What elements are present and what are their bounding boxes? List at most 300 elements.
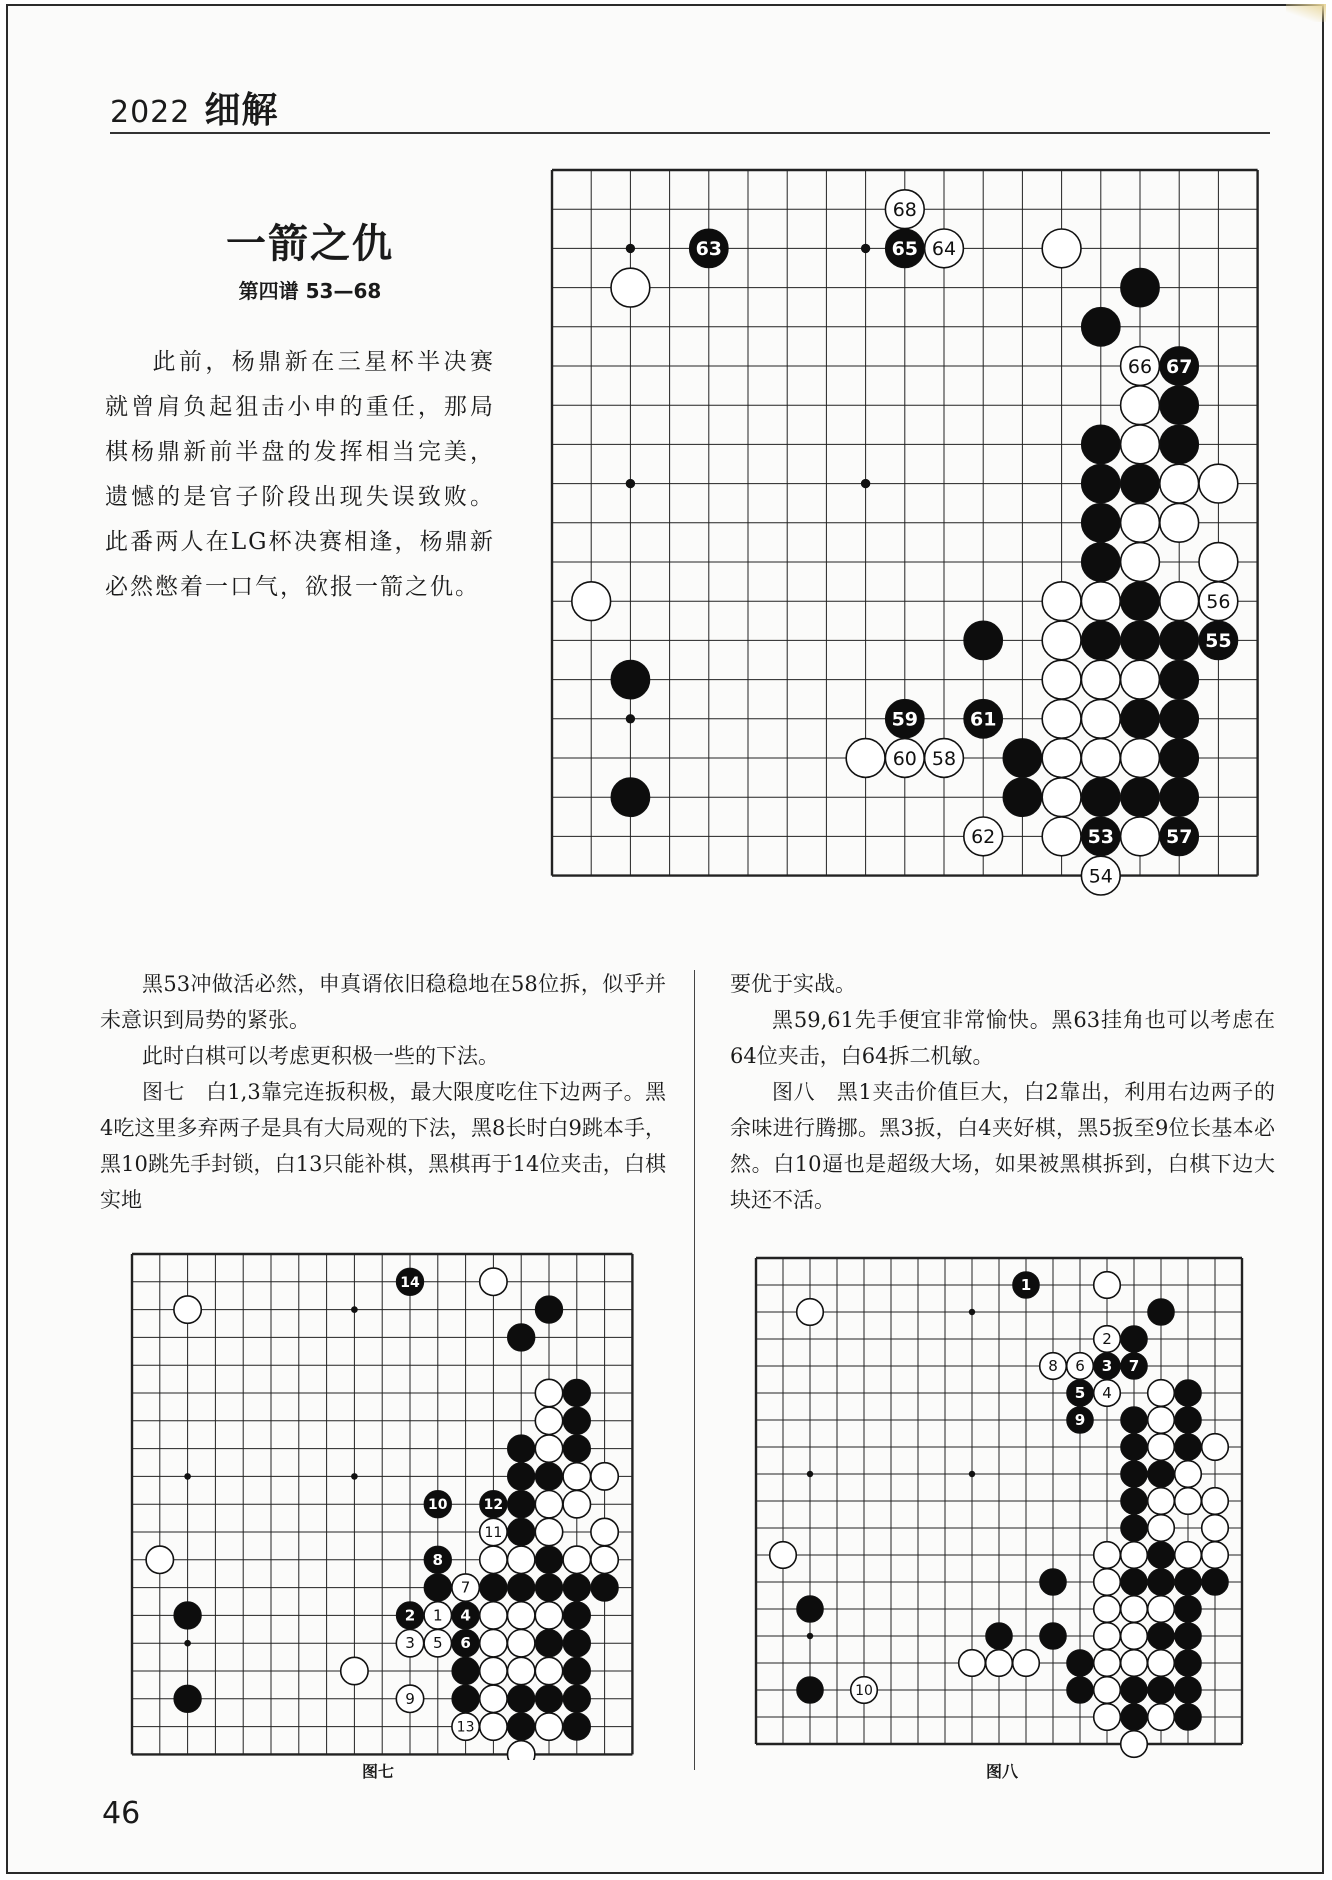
stone-disc [1148, 1407, 1175, 1434]
stone-disc [1081, 543, 1120, 582]
white-stone [1121, 1623, 1148, 1650]
black-stone [1175, 1623, 1202, 1650]
move-number: 5 [1074, 1384, 1086, 1403]
stone-disc [770, 1542, 797, 1569]
white-stone [396, 1685, 423, 1712]
black-stone [689, 229, 728, 268]
stone-disc [563, 1685, 590, 1712]
stone-disc [1160, 582, 1199, 621]
move-number: 13 [456, 1719, 475, 1736]
stone-disc [480, 1602, 507, 1629]
black-stone [1175, 1677, 1202, 1704]
stone-disc [1042, 621, 1081, 660]
black-stone [1121, 621, 1160, 660]
stone-disc [1081, 582, 1120, 621]
black-stone [1199, 621, 1238, 660]
black-stone [964, 621, 1003, 660]
stone-disc [508, 1463, 535, 1490]
stone-disc [535, 1435, 562, 1462]
black-stone [1121, 699, 1160, 738]
black-stone [1160, 778, 1199, 817]
stone-disc [797, 1677, 824, 1704]
article-subtitle: 第四谱 53—68 [238, 279, 382, 303]
stone-disc [508, 1713, 535, 1740]
stone-disc [508, 1546, 535, 1573]
header-year: 2022 [110, 95, 191, 130]
black-stone [174, 1685, 201, 1712]
white-stone [1042, 229, 1081, 268]
stone-disc [1081, 660, 1120, 699]
stone-disc [563, 1657, 590, 1684]
black-stone [1121, 1326, 1148, 1353]
stone-disc [1160, 699, 1199, 738]
white-stone [1042, 660, 1081, 699]
white-stone [1148, 1704, 1175, 1731]
white-stone [925, 739, 964, 778]
stone-disc [174, 1296, 201, 1323]
black-stone [508, 1685, 535, 1712]
black-stone [964, 699, 1003, 738]
black-stone [885, 699, 924, 738]
stone-disc [1094, 1623, 1121, 1650]
move-number: 10 [428, 1497, 448, 1514]
black-stone [1121, 1407, 1148, 1434]
move-number: 61 [969, 708, 997, 731]
stone-disc [563, 1463, 590, 1490]
stone-disc [1175, 1542, 1202, 1569]
black-stone [1121, 1677, 1148, 1704]
white-stone [591, 1518, 618, 1545]
stone-disc [174, 1602, 201, 1629]
black-stone [1121, 778, 1160, 817]
stone-disc [1081, 425, 1120, 464]
stone-disc [797, 1299, 824, 1326]
stone-disc [1067, 1677, 1094, 1704]
black-stone [1121, 268, 1160, 307]
black-stone [452, 1602, 479, 1629]
black-stone [480, 1574, 507, 1601]
white-stone [1042, 699, 1081, 738]
stone-disc [1202, 1515, 1229, 1542]
black-stone [986, 1623, 1013, 1650]
white-stone [1081, 582, 1120, 621]
white-stone [535, 1713, 562, 1740]
black-stone [1081, 425, 1120, 464]
stone-disc [1148, 1596, 1175, 1623]
stone-disc [1094, 1569, 1121, 1596]
stone-disc [480, 1546, 507, 1573]
white-stone [480, 1546, 507, 1573]
white-stone [1199, 464, 1238, 503]
white-stone [535, 1602, 562, 1629]
black-stone [1013, 1272, 1040, 1299]
white-stone [1121, 425, 1160, 464]
stone-disc [1121, 621, 1160, 660]
white-stone [341, 1657, 368, 1684]
move-number: 53 [1087, 826, 1115, 849]
black-stone [1160, 386, 1199, 425]
white-stone [1121, 386, 1160, 425]
hoshi-point [626, 714, 635, 723]
white-stone [1081, 660, 1120, 699]
white-stone [1081, 699, 1120, 738]
stone-disc [1121, 1650, 1148, 1677]
stone-disc [535, 1685, 562, 1712]
white-stone [1121, 543, 1160, 582]
right-para-2: 图八 黑1夹击价值巨大，白2靠出，利用右边两子的余味进行腾挪。黑3扳，白4夹好棋，黑5扳至9位长基本必然。白10逼也是超级大场，如果被黑棋拆到，白棋下边大块还不活。 [730, 1080, 1275, 1212]
move-number: 3 [405, 1634, 415, 1653]
white-stone [851, 1677, 878, 1704]
white-stone [480, 1685, 507, 1712]
black-stone [1121, 1488, 1148, 1515]
black-stone [508, 1435, 535, 1462]
white-stone [1094, 1677, 1121, 1704]
white-stone [1148, 1488, 1175, 1515]
stone-disc [174, 1685, 201, 1712]
stone-disc [1042, 582, 1081, 621]
stone-disc [572, 582, 611, 621]
hoshi-point [351, 1306, 358, 1313]
black-stone [1003, 778, 1042, 817]
white-stone [535, 1407, 562, 1434]
stone-disc [1121, 1623, 1148, 1650]
white-stone [797, 1299, 824, 1326]
black-stone [1148, 1623, 1175, 1650]
black-stone [1081, 503, 1120, 542]
black-stone [563, 1407, 590, 1434]
black-stone [424, 1574, 451, 1601]
white-stone [396, 1630, 423, 1657]
stone-disc [1013, 1650, 1040, 1677]
white-stone [1121, 1650, 1148, 1677]
stone-disc [535, 1602, 562, 1629]
white-stone [563, 1463, 590, 1490]
black-stone [1121, 1461, 1148, 1488]
stone-disc [508, 1685, 535, 1712]
black-stone [1160, 739, 1199, 778]
move-number: 59 [891, 708, 919, 731]
move-number: 62 [971, 826, 996, 849]
stone-disc [1121, 1677, 1148, 1704]
white-stone [1121, 1596, 1148, 1623]
stone-disc [797, 1596, 824, 1623]
stone-disc [1148, 1650, 1175, 1677]
intro-text: 此前，杨鼎新在三星杯半决赛就曾肩负起狙击小申的重任，那局棋杨鼎新前半盘的发挥相当完美，遗憾的是官子阶段出现失误致败。此番两人在LG杯决赛相逢，杨鼎新必然憋着一口气，欲报一箭之仇。 [105, 349, 495, 600]
move-number: 9 [1074, 1411, 1086, 1430]
black-stone [1160, 425, 1199, 464]
white-stone [1081, 856, 1120, 895]
black-stone [1121, 464, 1160, 503]
stone-disc [1160, 425, 1199, 464]
move-number: 7 [1128, 1357, 1140, 1376]
stone-disc [508, 1518, 535, 1545]
move-number: 58 [931, 747, 957, 770]
stone-disc [1121, 1542, 1148, 1569]
stone-disc [1202, 1569, 1229, 1596]
stone-disc [146, 1546, 173, 1573]
black-stone [1148, 1299, 1175, 1326]
stone-disc [563, 1407, 590, 1434]
black-stone [1148, 1677, 1175, 1704]
white-stone [770, 1542, 797, 1569]
stone-disc [1121, 1407, 1148, 1434]
stone-disc [563, 1574, 590, 1601]
white-stone [1042, 778, 1081, 817]
black-stone [535, 1630, 562, 1657]
black-stone [508, 1713, 535, 1740]
white-stone [480, 1518, 507, 1545]
black-stone [611, 778, 650, 817]
stone-disc [1121, 1596, 1148, 1623]
stone-disc [1160, 778, 1199, 817]
white-stone [1094, 1380, 1121, 1407]
stone-disc [1175, 1569, 1202, 1596]
hoshi-point [807, 1471, 813, 1477]
white-stone [591, 1463, 618, 1490]
stone-disc [1121, 386, 1160, 425]
black-stone [535, 1463, 562, 1490]
paper-stain [1286, 4, 1326, 22]
white-stone [508, 1657, 535, 1684]
stone-disc [1148, 1569, 1175, 1596]
white-stone [1202, 1488, 1229, 1515]
stone-disc [1042, 739, 1081, 778]
black-stone [535, 1546, 562, 1573]
white-stone [480, 1713, 507, 1740]
stone-disc [1160, 739, 1199, 778]
stone-disc [1081, 307, 1120, 346]
stone-disc [1121, 1731, 1148, 1758]
stone-disc [1175, 1650, 1202, 1677]
stone-disc [1148, 1299, 1175, 1326]
stone-disc [535, 1630, 562, 1657]
stone-disc [1094, 1542, 1121, 1569]
hoshi-point [184, 1473, 191, 1480]
black-stone [1040, 1569, 1067, 1596]
stone-disc [480, 1268, 507, 1295]
stone-disc [508, 1324, 535, 1351]
black-stone [1175, 1434, 1202, 1461]
stone-disc [1081, 699, 1120, 738]
stone-disc [535, 1657, 562, 1684]
header-rule [110, 132, 1270, 134]
white-stone [1199, 582, 1238, 621]
stone-disc [1081, 621, 1120, 660]
stone-disc [480, 1713, 507, 1740]
white-stone [925, 229, 964, 268]
stone-disc [1094, 1704, 1121, 1731]
black-stone [1081, 817, 1120, 856]
hoshi-point [807, 1633, 813, 1639]
black-stone [396, 1268, 423, 1295]
white-stone [1148, 1650, 1175, 1677]
black-stone [611, 660, 650, 699]
stone-disc [1148, 1623, 1175, 1650]
hoshi-point [861, 479, 870, 488]
move-number: 9 [405, 1689, 415, 1708]
page-number: 46 [102, 1796, 141, 1831]
black-stone [508, 1463, 535, 1490]
stone-disc [535, 1574, 562, 1601]
black-stone [174, 1602, 201, 1629]
left-para-2: 此时白棋可以考虑更积极一些的下法。 [142, 1044, 499, 1068]
stone-disc [535, 1296, 562, 1323]
stone-disc [1175, 1623, 1202, 1650]
white-stone [846, 739, 885, 778]
move-number: 68 [892, 199, 917, 222]
black-stone [1121, 582, 1160, 621]
white-stone [1121, 1731, 1148, 1758]
stone-disc [1003, 778, 1042, 817]
stone-disc [591, 1546, 618, 1573]
stone-disc [480, 1574, 507, 1601]
move-number: 3 [1101, 1357, 1113, 1376]
white-stone [563, 1491, 590, 1518]
white-stone [480, 1268, 507, 1295]
stone-disc [1121, 699, 1160, 738]
figure-7-go-board [128, 1250, 654, 1760]
move-number: 57 [1165, 826, 1193, 849]
black-stone [1148, 1569, 1175, 1596]
black-stone [535, 1574, 562, 1601]
move-number: 60 [892, 747, 917, 770]
black-stone [1081, 307, 1120, 346]
black-stone [508, 1491, 535, 1518]
white-stone [1202, 1542, 1229, 1569]
stone-disc [1121, 1488, 1148, 1515]
black-stone [1148, 1542, 1175, 1569]
white-stone [1042, 817, 1081, 856]
white-stone [1148, 1407, 1175, 1434]
stone-disc [1175, 1461, 1202, 1488]
black-stone [480, 1491, 507, 1518]
stone-disc [1042, 778, 1081, 817]
move-number: 4 [460, 1606, 471, 1625]
black-stone [1067, 1380, 1094, 1407]
black-stone [1160, 621, 1199, 660]
stone-disc [591, 1463, 618, 1490]
stone-disc [480, 1630, 507, 1657]
stone-disc [1175, 1488, 1202, 1515]
black-stone [424, 1546, 451, 1573]
black-stone [563, 1379, 590, 1406]
black-stone [1003, 739, 1042, 778]
black-stone [797, 1596, 824, 1623]
stone-disc [1094, 1650, 1121, 1677]
white-stone [535, 1491, 562, 1518]
black-stone [508, 1324, 535, 1351]
left-para-3: 图七 白1,3靠完连扳积极，最大限度吃住下边两子。黑4吃这里多弃两子是具有大局观的下法，黑8长时白9跳本手，黑10跳先手封锁，白13只能补棋，黑棋再于14位夹击，白棋实地 [100, 1080, 666, 1212]
stone-disc [1081, 778, 1120, 817]
stone-disc [1081, 503, 1120, 542]
stone-disc [508, 1574, 535, 1601]
white-stone [1094, 1650, 1121, 1677]
white-stone [1094, 1326, 1121, 1353]
stone-disc [508, 1630, 535, 1657]
stone-disc [535, 1713, 562, 1740]
white-stone [1148, 1596, 1175, 1623]
black-stone [563, 1713, 590, 1740]
stone-disc [341, 1657, 368, 1684]
black-stone [1067, 1407, 1094, 1434]
white-stone [1160, 503, 1199, 542]
white-stone [508, 1546, 535, 1573]
black-stone [1160, 660, 1199, 699]
black-stone [1121, 1515, 1148, 1542]
hoshi-point [626, 479, 635, 488]
black-stone [1121, 1704, 1148, 1731]
stone-disc [563, 1602, 590, 1629]
white-stone [424, 1630, 451, 1657]
white-stone [1067, 1353, 1094, 1380]
black-stone [1160, 699, 1199, 738]
stone-disc [1121, 1326, 1148, 1353]
white-stone [1160, 464, 1199, 503]
white-stone [1121, 660, 1160, 699]
white-stone [452, 1574, 479, 1601]
black-stone [563, 1602, 590, 1629]
stone-disc [1160, 386, 1199, 425]
white-stone [1121, 503, 1160, 542]
stone-disc [1121, 582, 1160, 621]
white-stone [1094, 1704, 1121, 1731]
black-stone [535, 1685, 562, 1712]
black-stone [1175, 1650, 1202, 1677]
white-stone [1121, 347, 1160, 386]
stone-disc [535, 1518, 562, 1545]
white-stone [1094, 1569, 1121, 1596]
black-stone [1121, 1569, 1148, 1596]
white-stone [1175, 1542, 1202, 1569]
stone-disc [563, 1435, 590, 1462]
white-stone [1042, 621, 1081, 660]
white-stone [508, 1630, 535, 1657]
white-stone [1148, 1380, 1175, 1407]
black-stone [452, 1630, 479, 1657]
stone-disc [1121, 1515, 1148, 1542]
stone-disc [535, 1379, 562, 1406]
black-stone [1081, 778, 1120, 817]
white-stone [1094, 1596, 1121, 1623]
stone-disc [1202, 1488, 1229, 1515]
stone-disc [1094, 1596, 1121, 1623]
black-stone [563, 1630, 590, 1657]
stone-disc [591, 1518, 618, 1545]
white-stone [508, 1741, 535, 1760]
stone-disc [1121, 464, 1160, 503]
black-stone [424, 1491, 451, 1518]
move-number: 8 [432, 1550, 444, 1569]
stone-disc [424, 1574, 451, 1601]
black-stone [1148, 1461, 1175, 1488]
stone-disc [452, 1685, 479, 1712]
stone-disc [1148, 1542, 1175, 1569]
stone-disc [611, 660, 650, 699]
black-stone [452, 1685, 479, 1712]
black-stone [563, 1574, 590, 1601]
white-stone [508, 1602, 535, 1629]
stone-disc [1148, 1461, 1175, 1488]
black-stone [591, 1574, 618, 1601]
stone-disc [1175, 1407, 1202, 1434]
white-stone [885, 190, 924, 229]
black-stone [885, 229, 924, 268]
stone-disc [508, 1602, 535, 1629]
stone-disc [1160, 464, 1199, 503]
stone-disc [1081, 739, 1120, 778]
white-stone [1175, 1488, 1202, 1515]
stone-disc [563, 1713, 590, 1740]
